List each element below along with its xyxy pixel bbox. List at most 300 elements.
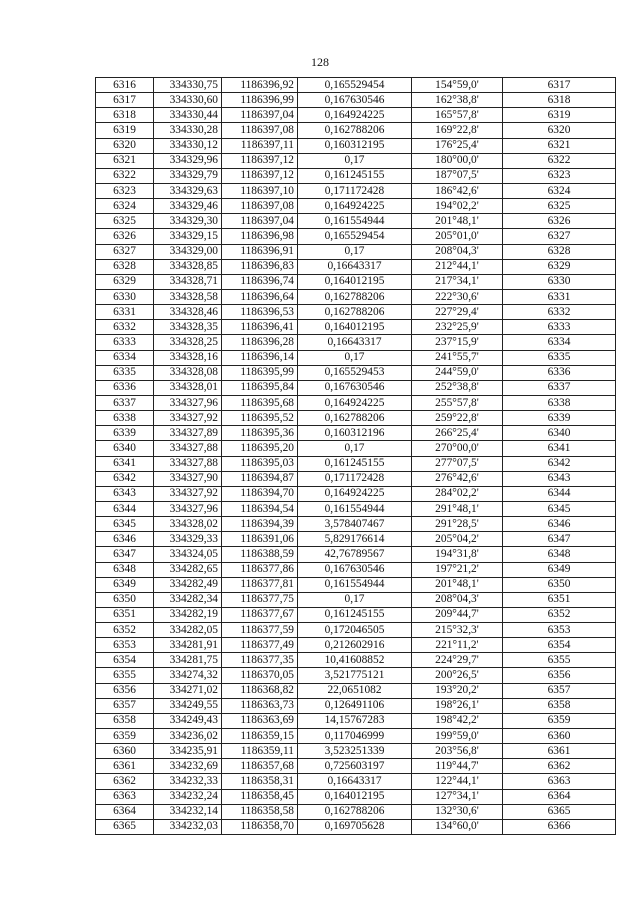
point-number-cell: 6365 (96, 819, 154, 834)
table-row (96, 380, 616, 395)
distance-cell: 0,16643317 (298, 774, 412, 789)
next-point-cell: 6351 (503, 592, 616, 607)
x-coordinate-cell: 334327,96 (154, 501, 222, 516)
table-row (96, 713, 616, 728)
next-point-cell: 6357 (503, 683, 616, 698)
y-coordinate-cell: 1186377,75 (222, 592, 298, 607)
next-point-cell: 6325 (503, 199, 616, 214)
distance-cell: 0,162788206 (298, 411, 412, 426)
point-number-cell: 6362 (96, 774, 154, 789)
y-coordinate-cell: 1186397,10 (222, 183, 298, 198)
x-coordinate-cell: 334328,58 (154, 289, 222, 304)
table-row (96, 653, 616, 668)
distance-cell: 0,164924225 (298, 486, 412, 501)
y-coordinate-cell: 1186396,41 (222, 320, 298, 335)
distance-cell: 0,126491106 (298, 698, 412, 713)
point-number-cell: 6357 (96, 698, 154, 713)
direction-angle-cell: 266°25,4' (412, 426, 503, 441)
direction-angle-cell: 237°15,9' (412, 335, 503, 350)
table-row (96, 698, 616, 713)
next-point-cell: 6341 (503, 441, 616, 456)
direction-angle-cell: 277°07,5' (412, 456, 503, 471)
point-number-cell: 6346 (96, 532, 154, 547)
point-number-cell: 6361 (96, 759, 154, 774)
point-number-cell: 6324 (96, 199, 154, 214)
point-number-cell: 6321 (96, 153, 154, 168)
direction-angle-cell: 187°07,5' (412, 168, 503, 183)
distance-cell: 14,15767283 (298, 713, 412, 728)
direction-angle-cell: 154°59,0' (412, 78, 503, 93)
y-coordinate-cell: 1186397,04 (222, 214, 298, 229)
point-number-cell: 6323 (96, 183, 154, 198)
x-coordinate-cell: 334327,90 (154, 471, 222, 486)
distance-cell: 0,165529453 (298, 365, 412, 380)
table-row (96, 774, 616, 789)
distance-cell: 42,76789567 (298, 547, 412, 562)
table-row (96, 819, 616, 834)
table-row (96, 214, 616, 229)
distance-cell: 0,161554944 (298, 501, 412, 516)
table-row (96, 138, 616, 153)
direction-angle-cell: 201°48,1' (412, 214, 503, 229)
y-coordinate-cell: 1186363,69 (222, 713, 298, 728)
table-row (96, 229, 616, 244)
point-number-cell: 6339 (96, 426, 154, 441)
table-row (96, 547, 616, 562)
direction-angle-cell: 169°22,8' (412, 123, 503, 138)
point-number-cell: 6353 (96, 638, 154, 653)
next-point-cell: 6365 (503, 804, 616, 819)
table-row (96, 78, 616, 93)
x-coordinate-cell: 334330,60 (154, 93, 222, 108)
direction-angle-cell: 217°34,1' (412, 274, 503, 289)
next-point-cell: 6344 (503, 486, 616, 501)
next-point-cell: 6338 (503, 395, 616, 410)
table-row (96, 305, 616, 320)
direction-angle-cell: 212°44,1' (412, 259, 503, 274)
distance-cell: 0,17 (298, 153, 412, 168)
x-coordinate-cell: 334329,15 (154, 229, 222, 244)
x-coordinate-cell: 334328,71 (154, 274, 222, 289)
next-point-cell: 6317 (503, 78, 616, 93)
x-coordinate-cell: 334327,96 (154, 395, 222, 410)
next-point-cell: 6327 (503, 229, 616, 244)
x-coordinate-cell: 334232,69 (154, 759, 222, 774)
x-coordinate-cell: 334282,34 (154, 592, 222, 607)
next-point-cell: 6322 (503, 153, 616, 168)
next-point-cell: 6342 (503, 456, 616, 471)
distance-cell: 0,167630546 (298, 562, 412, 577)
table-row (96, 365, 616, 380)
table-row (96, 395, 616, 410)
direction-angle-cell: 200°26,5' (412, 668, 503, 683)
direction-angle-cell: 198°26,1' (412, 698, 503, 713)
next-point-cell: 6358 (503, 698, 616, 713)
y-coordinate-cell: 1186358,45 (222, 789, 298, 804)
x-coordinate-cell: 334328,25 (154, 335, 222, 350)
y-coordinate-cell: 1186363,73 (222, 698, 298, 713)
point-number-cell: 6341 (96, 456, 154, 471)
direction-angle-cell: 165°57,8' (412, 108, 503, 123)
direction-angle-cell: 134°60,0' (412, 819, 503, 834)
x-coordinate-cell: 334327,92 (154, 486, 222, 501)
y-coordinate-cell: 1186377,81 (222, 577, 298, 592)
distance-cell: 0,164012195 (298, 320, 412, 335)
y-coordinate-cell: 1186377,59 (222, 623, 298, 638)
direction-angle-cell: 176°25,4' (412, 138, 503, 153)
distance-cell: 0,17 (298, 350, 412, 365)
distance-cell: 0,162788206 (298, 305, 412, 320)
direction-angle-cell: 194°02,2' (412, 199, 503, 214)
direction-angle-cell: 227°29,4' (412, 305, 503, 320)
next-point-cell: 6339 (503, 411, 616, 426)
point-number-cell: 6331 (96, 305, 154, 320)
y-coordinate-cell: 1186395,52 (222, 411, 298, 426)
point-number-cell: 6328 (96, 259, 154, 274)
x-coordinate-cell: 334329,96 (154, 153, 222, 168)
direction-angle-cell: 203°56,8' (412, 744, 503, 759)
distance-cell: 0,161245155 (298, 456, 412, 471)
x-coordinate-cell: 334329,46 (154, 199, 222, 214)
distance-cell: 0,164924225 (298, 395, 412, 410)
y-coordinate-cell: 1186396,91 (222, 244, 298, 259)
y-coordinate-cell: 1186396,99 (222, 93, 298, 108)
y-coordinate-cell: 1186396,98 (222, 229, 298, 244)
next-point-cell: 6364 (503, 789, 616, 804)
direction-angle-cell: 222°30,6' (412, 289, 503, 304)
x-coordinate-cell: 334328,35 (154, 320, 222, 335)
page-number: 128 (311, 55, 329, 69)
table-row (96, 517, 616, 532)
distance-cell: 0,161554944 (298, 577, 412, 592)
table-row (96, 607, 616, 622)
x-coordinate-cell: 334328,46 (154, 305, 222, 320)
x-coordinate-cell: 334282,19 (154, 607, 222, 622)
point-number-cell: 6355 (96, 668, 154, 683)
direction-angle-cell: 201°48,1' (412, 577, 503, 592)
direction-angle-cell: 284°02,2' (412, 486, 503, 501)
direction-angle-cell: 241°55,7' (412, 350, 503, 365)
y-coordinate-cell: 1186394,87 (222, 471, 298, 486)
y-coordinate-cell: 1186388,59 (222, 547, 298, 562)
point-number-cell: 6343 (96, 486, 154, 501)
direction-angle-cell: 122°44,1' (412, 774, 503, 789)
x-coordinate-cell: 334249,55 (154, 698, 222, 713)
table-row (96, 638, 616, 653)
x-coordinate-cell: 334232,03 (154, 819, 222, 834)
point-number-cell: 6350 (96, 592, 154, 607)
x-coordinate-cell: 334282,65 (154, 562, 222, 577)
x-coordinate-cell: 334249,43 (154, 713, 222, 728)
distance-cell: 0,167630546 (298, 380, 412, 395)
y-coordinate-cell: 1186395,84 (222, 380, 298, 395)
next-point-cell: 6362 (503, 759, 616, 774)
y-coordinate-cell: 1186395,20 (222, 441, 298, 456)
table-row (96, 729, 616, 744)
direction-angle-cell: 162°38,8' (412, 93, 503, 108)
distance-cell: 0,160312196 (298, 426, 412, 441)
next-point-cell: 6329 (503, 259, 616, 274)
next-point-cell: 6352 (503, 607, 616, 622)
direction-angle-cell: 221°11,2' (412, 638, 503, 653)
y-coordinate-cell: 1186359,11 (222, 744, 298, 759)
table-row (96, 744, 616, 759)
next-point-cell: 6349 (503, 562, 616, 577)
point-number-cell: 6322 (96, 168, 154, 183)
distance-cell: 0,171172428 (298, 471, 412, 486)
y-coordinate-cell: 1186370,05 (222, 668, 298, 683)
y-coordinate-cell: 1186397,12 (222, 168, 298, 183)
table-row (96, 168, 616, 183)
distance-cell: 3,523251339 (298, 744, 412, 759)
direction-angle-cell: 208°04,3' (412, 244, 503, 259)
y-coordinate-cell: 1186395,68 (222, 395, 298, 410)
table-row (96, 123, 616, 138)
direction-angle-cell: 259°22,8' (412, 411, 503, 426)
distance-cell: 0,17 (298, 441, 412, 456)
direction-angle-cell: 209°44,7' (412, 607, 503, 622)
y-coordinate-cell: 1186368,82 (222, 683, 298, 698)
distance-cell: 3,521775121 (298, 668, 412, 683)
point-number-cell: 6333 (96, 335, 154, 350)
distance-cell: 0,164012195 (298, 274, 412, 289)
distance-cell: 0,169705628 (298, 819, 412, 834)
x-coordinate-cell: 334329,79 (154, 168, 222, 183)
direction-angle-cell: 119°44,7' (412, 759, 503, 774)
point-number-cell: 6318 (96, 108, 154, 123)
x-coordinate-cell: 334328,02 (154, 517, 222, 532)
next-point-cell: 6340 (503, 426, 616, 441)
point-number-cell: 6352 (96, 623, 154, 638)
point-number-cell: 6364 (96, 804, 154, 819)
y-coordinate-cell: 1186377,67 (222, 607, 298, 622)
next-point-cell: 6348 (503, 547, 616, 562)
y-coordinate-cell: 1186396,53 (222, 305, 298, 320)
table-row (96, 501, 616, 516)
table-row (96, 259, 616, 274)
x-coordinate-cell: 334330,28 (154, 123, 222, 138)
x-coordinate-cell: 334236,02 (154, 729, 222, 744)
distance-cell: 0,117046999 (298, 729, 412, 744)
direction-angle-cell: 208°04,3' (412, 592, 503, 607)
distance-cell: 0,16643317 (298, 335, 412, 350)
point-number-cell: 6327 (96, 244, 154, 259)
y-coordinate-cell: 1186395,99 (222, 365, 298, 380)
table-row (96, 789, 616, 804)
next-point-cell: 6320 (503, 123, 616, 138)
x-coordinate-cell: 334328,16 (154, 350, 222, 365)
direction-angle-cell: 205°04,2' (412, 532, 503, 547)
distance-cell: 0,212602916 (298, 638, 412, 653)
coordinates-table-body (96, 78, 616, 835)
next-point-cell: 6318 (503, 93, 616, 108)
distance-cell: 0,725603197 (298, 759, 412, 774)
point-number-cell: 6326 (96, 229, 154, 244)
next-point-cell: 6345 (503, 501, 616, 516)
distance-cell: 10,41608852 (298, 653, 412, 668)
direction-angle-cell: 244°59,0' (412, 365, 503, 380)
direction-angle-cell: 127°34,1' (412, 789, 503, 804)
distance-cell: 0,162788206 (298, 123, 412, 138)
next-point-cell: 6330 (503, 274, 616, 289)
x-coordinate-cell: 334281,75 (154, 653, 222, 668)
distance-cell: 0,164924225 (298, 199, 412, 214)
direction-angle-cell: 180°00,0' (412, 153, 503, 168)
y-coordinate-cell: 1186396,14 (222, 350, 298, 365)
next-point-cell: 6361 (503, 744, 616, 759)
x-coordinate-cell: 334328,85 (154, 259, 222, 274)
distance-cell: 0,160312195 (298, 138, 412, 153)
x-coordinate-cell: 334327,92 (154, 411, 222, 426)
distance-cell: 3,578407467 (298, 517, 412, 532)
point-number-cell: 6316 (96, 78, 154, 93)
table-row (96, 93, 616, 108)
table-row (96, 486, 616, 501)
x-coordinate-cell: 334282,49 (154, 577, 222, 592)
distance-cell: 0,162788206 (298, 804, 412, 819)
point-number-cell: 6360 (96, 744, 154, 759)
table-row (96, 456, 616, 471)
direction-angle-cell: 232°25,9' (412, 320, 503, 335)
distance-cell: 0,162788206 (298, 289, 412, 304)
next-point-cell: 6359 (503, 713, 616, 728)
table-row (96, 411, 616, 426)
point-number-cell: 6359 (96, 729, 154, 744)
table-row (96, 350, 616, 365)
next-point-cell: 6328 (503, 244, 616, 259)
y-coordinate-cell: 1186396,28 (222, 335, 298, 350)
direction-angle-cell: 270°00,0' (412, 441, 503, 456)
x-coordinate-cell: 334281,91 (154, 638, 222, 653)
point-number-cell: 6344 (96, 501, 154, 516)
y-coordinate-cell: 1186377,49 (222, 638, 298, 653)
y-coordinate-cell: 1186394,39 (222, 517, 298, 532)
y-coordinate-cell: 1186397,08 (222, 199, 298, 214)
x-coordinate-cell: 334282,05 (154, 623, 222, 638)
distance-cell: 0,172046505 (298, 623, 412, 638)
table-row (96, 274, 616, 289)
direction-angle-cell: 198°42,2' (412, 713, 503, 728)
y-coordinate-cell: 1186397,11 (222, 138, 298, 153)
distance-cell: 0,165529454 (298, 78, 412, 93)
distance-cell: 0,17 (298, 592, 412, 607)
table-row (96, 532, 616, 547)
table-row (96, 668, 616, 683)
next-point-cell: 6354 (503, 638, 616, 653)
point-number-cell: 6348 (96, 562, 154, 577)
table-row (96, 577, 616, 592)
table-row (96, 153, 616, 168)
x-coordinate-cell: 334327,88 (154, 441, 222, 456)
point-number-cell: 6340 (96, 441, 154, 456)
distance-cell: 0,164924225 (298, 108, 412, 123)
direction-angle-cell: 224°29,7' (412, 653, 503, 668)
distance-cell: 0,164012195 (298, 789, 412, 804)
x-coordinate-cell: 334235,91 (154, 744, 222, 759)
next-point-cell: 6353 (503, 623, 616, 638)
x-coordinate-cell: 334330,12 (154, 138, 222, 153)
point-number-cell: 6347 (96, 547, 154, 562)
distance-cell: 22,0651082 (298, 683, 412, 698)
table-row (96, 683, 616, 698)
point-number-cell: 6342 (96, 471, 154, 486)
point-number-cell: 6325 (96, 214, 154, 229)
table-row (96, 244, 616, 259)
y-coordinate-cell: 1186395,36 (222, 426, 298, 441)
direction-angle-cell: 205°01,0' (412, 229, 503, 244)
direction-angle-cell: 276°42,6' (412, 471, 503, 486)
y-coordinate-cell: 1186397,04 (222, 108, 298, 123)
point-number-cell: 6332 (96, 320, 154, 335)
y-coordinate-cell: 1186377,86 (222, 562, 298, 577)
point-number-cell: 6351 (96, 607, 154, 622)
point-number-cell: 6329 (96, 274, 154, 289)
table-row (96, 471, 616, 486)
next-point-cell: 6346 (503, 517, 616, 532)
direction-angle-cell: 193°20,2' (412, 683, 503, 698)
table-row (96, 562, 616, 577)
next-point-cell: 6336 (503, 365, 616, 380)
next-point-cell: 6334 (503, 335, 616, 350)
table-row (96, 320, 616, 335)
next-point-cell: 6343 (503, 471, 616, 486)
point-number-cell: 6330 (96, 289, 154, 304)
x-coordinate-cell: 334329,30 (154, 214, 222, 229)
table-row (96, 441, 616, 456)
point-number-cell: 6335 (96, 365, 154, 380)
next-point-cell: 6337 (503, 380, 616, 395)
distance-cell: 0,161245155 (298, 168, 412, 183)
y-coordinate-cell: 1186377,35 (222, 653, 298, 668)
table-row (96, 199, 616, 214)
next-point-cell: 6323 (503, 168, 616, 183)
direction-angle-cell: 197°21,2' (412, 562, 503, 577)
table-row (96, 426, 616, 441)
y-coordinate-cell: 1186397,08 (222, 123, 298, 138)
direction-angle-cell: 186°42,6' (412, 183, 503, 198)
next-point-cell: 6324 (503, 183, 616, 198)
table-row (96, 623, 616, 638)
x-coordinate-cell: 334330,75 (154, 78, 222, 93)
y-coordinate-cell: 1186396,74 (222, 274, 298, 289)
next-point-cell: 6366 (503, 819, 616, 834)
distance-cell: 0,161554944 (298, 214, 412, 229)
table-row (96, 804, 616, 819)
point-number-cell: 6345 (96, 517, 154, 532)
direction-angle-cell: 252°38,8' (412, 380, 503, 395)
y-coordinate-cell: 1186396,83 (222, 259, 298, 274)
y-coordinate-cell: 1186357,68 (222, 759, 298, 774)
distance-cell: 5,829176614 (298, 532, 412, 547)
point-number-cell: 6319 (96, 123, 154, 138)
direction-angle-cell: 291°48,1' (412, 501, 503, 516)
direction-angle-cell: 291°28,5' (412, 517, 503, 532)
point-number-cell: 6337 (96, 395, 154, 410)
x-coordinate-cell: 334232,14 (154, 804, 222, 819)
next-point-cell: 6356 (503, 668, 616, 683)
y-coordinate-cell: 1186358,70 (222, 819, 298, 834)
next-point-cell: 6326 (503, 214, 616, 229)
direction-angle-cell: 132°30,6' (412, 804, 503, 819)
direction-angle-cell: 194°31,8' (412, 547, 503, 562)
next-point-cell: 6332 (503, 305, 616, 320)
x-coordinate-cell: 334232,33 (154, 774, 222, 789)
x-coordinate-cell: 334329,00 (154, 244, 222, 259)
y-coordinate-cell: 1186395,03 (222, 456, 298, 471)
direction-angle-cell: 199°59,0' (412, 729, 503, 744)
point-number-cell: 6320 (96, 138, 154, 153)
point-number-cell: 6354 (96, 653, 154, 668)
